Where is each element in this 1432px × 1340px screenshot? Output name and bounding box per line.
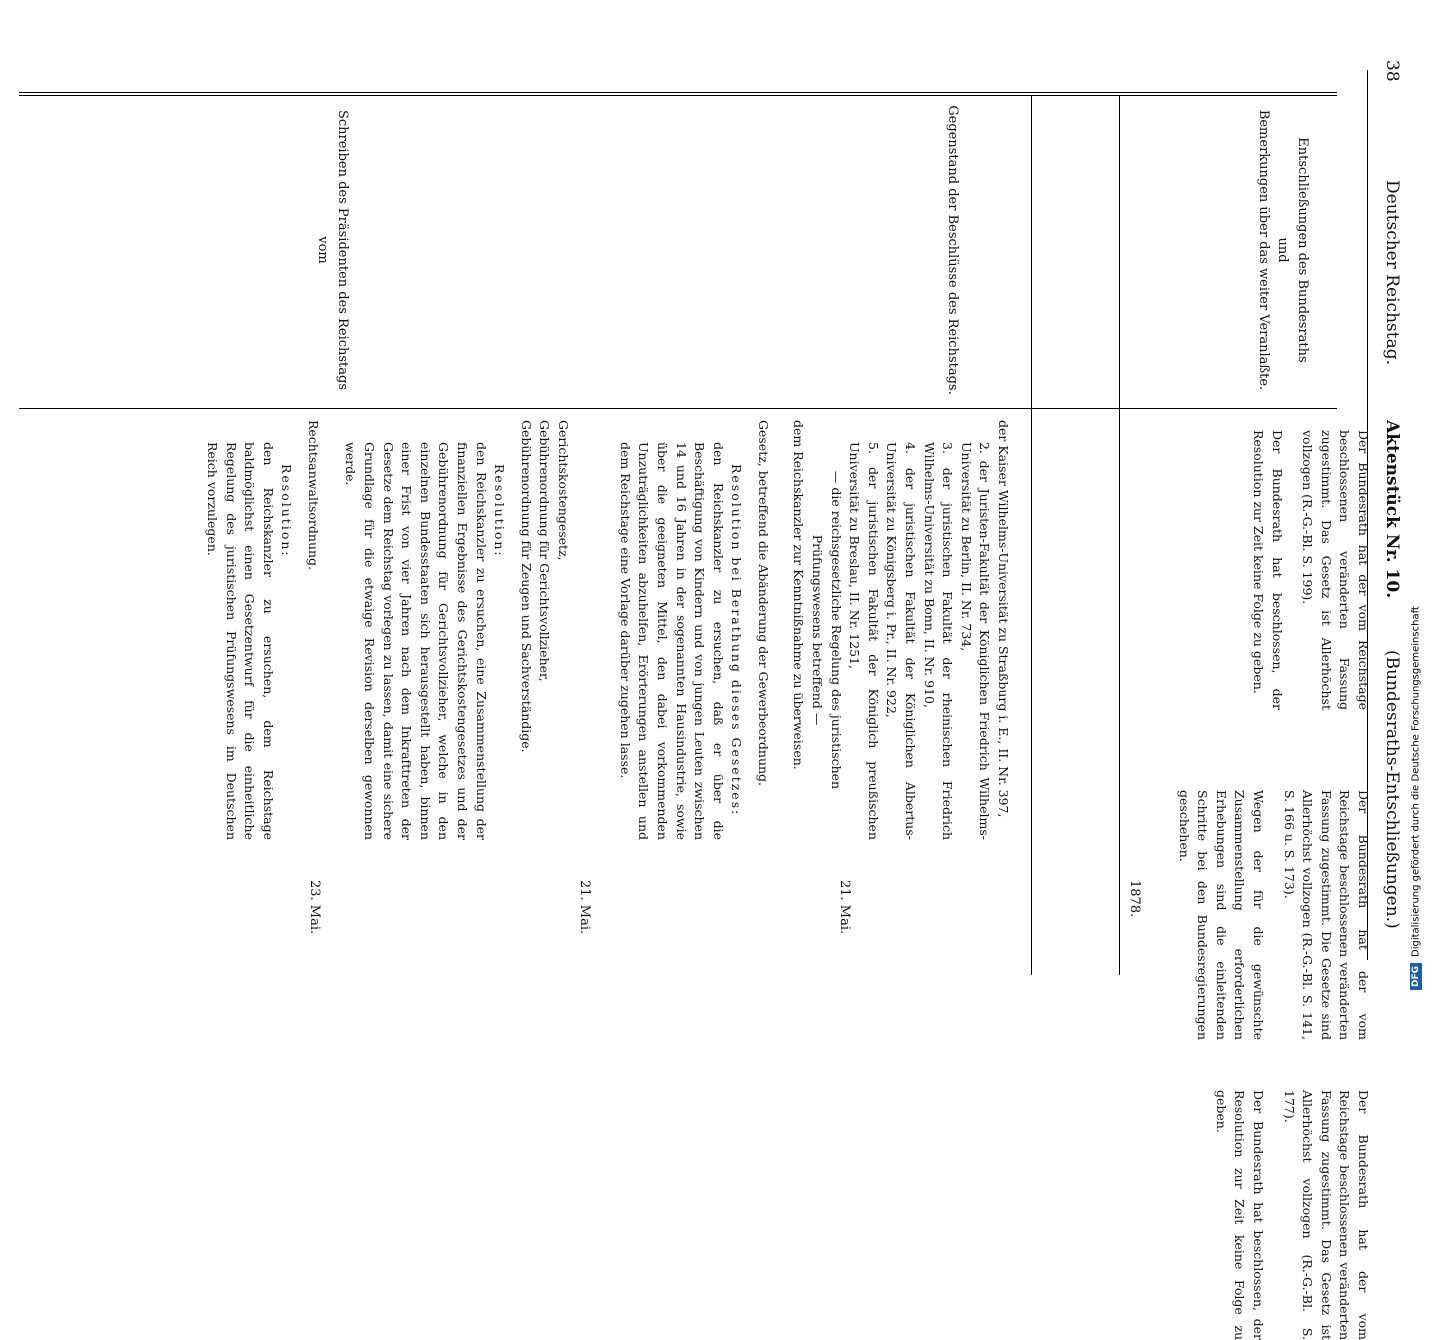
subject-entry-0: der Kaiser Wilhelms-Universität zu Straßburg i. E., II. Nr. 397, 2. der Juristen-Fakultät der Königlichen Friedrich Wilhelms-Universität zu Berlin, II. Nr. 734, 3. der juristischen Fakultät der rheinischen Friedrich Wilhelms-Universität zu Bonn, II. Nr. 910, 4. der juristischen Fakultät der Königlichen Albertus-Universität zu Königsberg i. Pr., II. Nr. 922, 5. der juristischen Fakultät der Königlich preußischen Universität zu Breslau, II. Nr. 1251, — die reichsgesetzliche Regelung des juristischen Prüfungswesens betreffend — dem Reichskanzler zur Kenntnißnahme zu überweisen.: [791, 420, 1011, 840]
date-entry-2: 21. Mai.: [577, 880, 592, 935]
decision-entry-1: Der Bundesrath hat der vom Reichstage beschlossenen veränderten Fassung zugestimmt. Das Gesetz ist Allerhöchst vollzogen (R.-G.-Bl. S. 199). Der Bundesrath hat beschlossen, der Resolution zur Zeit keine Folge zu geben.: [1251, 430, 1371, 710]
header-title-center: Aktenstück Nr. 10.: [1382, 420, 1402, 599]
header-title-left: Deutscher Reichstag.: [1382, 180, 1402, 365]
date-entry-1: 21. Mai.: [837, 880, 852, 935]
dfg-logo: DFG: [1410, 963, 1422, 990]
col-header-decision: Entschließungen des Bundesraths und Bemerkungen über das weiter Veranlaßte.: [1256, 109, 1310, 391]
page-number: 38: [1382, 60, 1402, 82]
dfg-credit: [1402, 10, 1430, 990]
col-header-subject: Gegenstand der Beschlüsse des Reichstags.: [945, 105, 960, 395]
dfg-credit-text: Digitalisierung gefördert durch die Deutsche Forschungsgemeinschaft: [1410, 606, 1422, 957]
decision-entry-2: Der Bundesrath hat der vom Reichstage beschlossenen veränderten Fassung zugestimmt. Die Gesetze sind Allerhöchst vollzogen (R.-G.-Bl. S. 141, S. 166 u. S. 173). Wegen der für die gewünschte Zusammenstellung erforderlichen Erhebungen sind die einleitenden Schritte bei den Bundesregierungen geschehen.: [1176, 790, 1371, 1040]
decision-entry-3: Der Bundesrath hat der vom Reichstage beschlossenen veränderten Fassung zugestimmt. Das Gesetz ist Allerhöchst vollzogen (R.-G.-Bl. S. 177). Der Bundesrath hat beschlossen, der Resolution zur Zeit keine Folge zu geben.: [1213, 1090, 1371, 1340]
running-head: [1372, 60, 1402, 940]
col-header-letter: Schreiben des Präsidenten des Reichstags vom: [315, 109, 350, 391]
header-bottom-rule: [1031, 95, 1032, 975]
subject-entry-2: Gerichtskostengesetz, Gebührenordnung für Gerichtsvollzieher, Gebührenordnung für Zeugen und Sachverständige. Resolution: den Reichskanzler zu ersuchen, eine Zusammenstellung der finanziellen Ergebnisse des Gerichtskostengesetzes und der Gebührenordnung für Gerichtsvollzieher, welche in den einzelnen Bundesstaaten sich herausgestellt haben, binnen einer Frist von vier Jahren nach dem Inkrafttreten der Gesetze dem Reichstag vorlegen zu lassen, damit eine sichere Grundlage für die etwaige Revision derselben gewonnen werde.: [343, 420, 571, 840]
header-title-right: (Bundesraths-Entschließungen.): [1382, 650, 1402, 929]
year-label: 1878.: [1127, 880, 1142, 918]
date-entry-3: 23. Mai.: [307, 880, 322, 935]
table-left-border-double: [19, 95, 1337, 96]
subject-entry-1: Gesetz, betreffend die Abänderung der Gewerbeordnung. Resolution bei Berathung dieses Gesetzes: den Reichskanzler zu ersuchen, daß er über die Beschäftigung von Kindern und von jungen Leuten zwischen 14 und 16 Jahren in der sogenannten Hausindustrie, sowie über die geeigneten Mittel, den dabei vorkommenden Unzuträglichkeiten abzuhelfen, Erörterungen anstellen und dem Reichstage eine Vorlage darüber zugehen lasse.: [617, 420, 771, 840]
subject-entry-3: Rechtsanwaltsordnung. Resolution: den Reichskanzler zu ersuchen, dem Reichstage baldmöglichst einen Gesetzentwurf für die einheitliche Regelung des juristischen Prüfungswesens im Deutschen Reich vorzulegen.: [205, 420, 321, 840]
date-column-divider: [1119, 95, 1120, 975]
column-divider-2: [19, 408, 1337, 409]
table-left-border: [19, 92, 1337, 93]
